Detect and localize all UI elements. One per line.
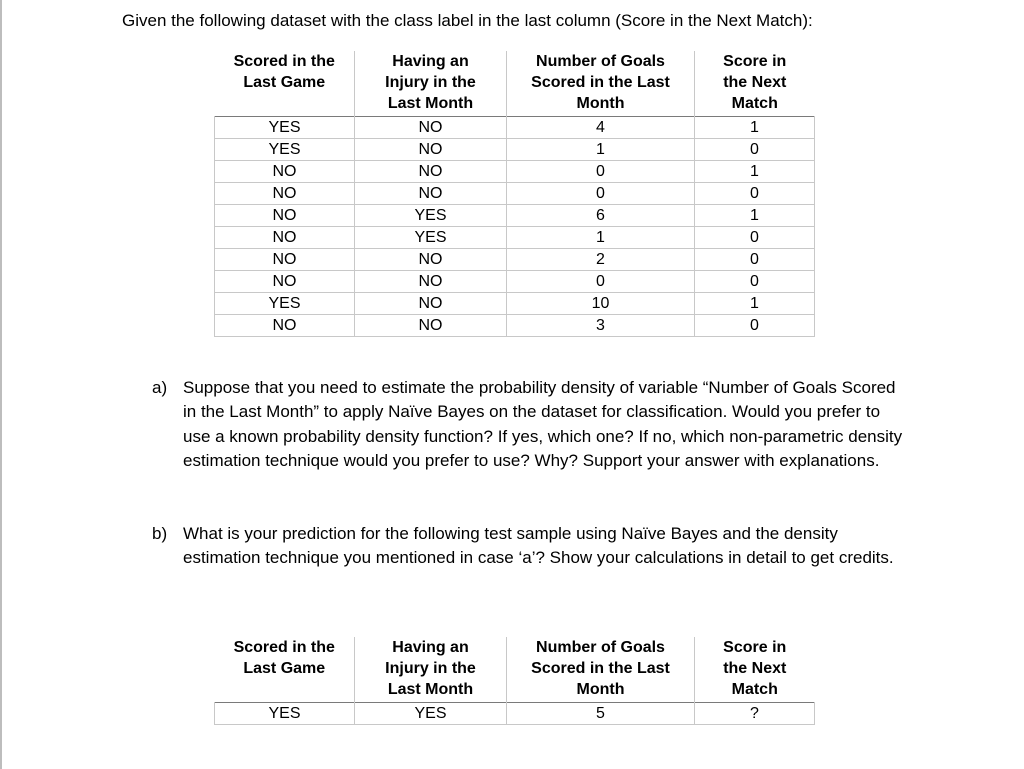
table-cell: 1 [507,227,695,249]
column-header-line: Month [576,681,625,698]
column-header-line: Last Month [387,681,474,698]
intro-text: Given the following dataset with the class label in the last column (Score in the Next Match): [122,11,813,30]
table-cell: NO [215,205,355,227]
table-row [215,117,815,139]
table-cell: YES [215,139,355,161]
table-cell: 0 [507,161,695,183]
table-cell: YES [215,703,355,725]
column-header-line: Scored in the Last [531,74,670,91]
table-cell: NO [215,249,355,271]
table-cell: 3 [507,315,695,337]
table-cell: NO [355,183,507,205]
table-cell: 0 [695,183,815,205]
table-row [215,183,815,205]
column-header-line: Score in [723,639,787,656]
column-header-line: the Next [723,660,787,677]
column-header-line: Scored in the Last [531,660,670,677]
column-header-line: Last Game [243,74,326,91]
table-cell: NO [215,183,355,205]
column-header-line: Last Month [387,95,474,112]
column-header [215,637,355,703]
test-sample-table [214,637,815,725]
column-header [215,51,355,117]
column-header [695,637,815,703]
table-cell: 2 [507,249,695,271]
column-header-line: Match [731,681,778,698]
table-cell: NO [355,271,507,293]
table-cell: 0 [507,183,695,205]
column-header [355,637,507,703]
table-cell: 0 [695,271,815,293]
table-cell: NO [215,161,355,183]
table-cell: NO [355,315,507,337]
table-cell: 1 [695,161,815,183]
table-cell: YES [355,227,507,249]
table-cell: YES [355,703,507,725]
table-cell: 0 [695,315,815,337]
column-header-line: Month [576,95,625,112]
table-cell: NO [355,293,507,315]
column-header-line: the Next [723,74,787,91]
table-row [215,271,815,293]
column-header [507,51,695,117]
table-cell: 0 [507,271,695,293]
table-row [215,205,815,227]
table-cell: YES [215,117,355,139]
question-a-text: Suppose that you need to estimate the probability density of variable “Number of Goals Scored in the Last Month” to apply Naïve Bayes on the dataset for classification. Would you prefer to use a known probability density function? If yes, which one? If no, which non-parametric density estimation technique would you prefer to use? Why? Support your answer with explanations. [183,378,903,471]
table-cell: NO [355,161,507,183]
table-cell: 4 [507,117,695,139]
table-cell: YES [355,205,507,227]
column-header [695,51,815,117]
table-cell: 10 [507,293,695,315]
table-cell: 0 [695,249,815,271]
column-header [507,637,695,703]
column-header-line: Having an [392,639,469,656]
table-row [215,293,815,315]
column-header-line: Injury in the [385,74,476,91]
table-cell: NO [355,249,507,271]
column-header-line: Score in [723,53,787,70]
table-row [215,249,815,271]
test-row [215,703,815,725]
table-cell: 1 [695,293,815,315]
table-cell: ? [695,703,815,725]
table-cell: NO [355,139,507,161]
column-header-line: Injury in the [385,660,476,677]
table-cell: NO [215,227,355,249]
table-cell: 0 [695,227,815,249]
dataset-table [214,51,815,337]
table-row [215,139,815,161]
column-header [355,51,507,117]
table-cell: NO [215,271,355,293]
column-header-line: Number of Goals [536,53,665,70]
table-cell: 1 [695,117,815,139]
table-cell: YES [215,293,355,315]
table-cell: 1 [507,139,695,161]
table-row [215,161,815,183]
question-b [152,522,912,571]
question-a [152,376,912,474]
column-header-line: Last Game [243,660,326,677]
column-header-line: Having an [392,53,469,70]
question-b-marker: b) [152,524,168,543]
table-cell: 5 [507,703,695,725]
dataset-body [215,117,815,337]
column-header-line: Number of Goals [536,639,665,656]
table-row [215,227,815,249]
column-header-line: Scored in the [233,53,335,70]
test-header-row [215,637,815,703]
table-cell: 6 [507,205,695,227]
table-cell: NO [215,315,355,337]
column-header-line: Scored in the [233,639,335,656]
table-cell: 1 [695,205,815,227]
table-cell: NO [355,117,507,139]
column-header-line: Match [731,95,778,112]
dataset-header-row [215,51,815,117]
page-border [0,0,2,769]
test-body [215,703,815,725]
table-row [215,315,815,337]
question-b-text: What is your prediction for the following test sample using Naïve Bayes and the density estimation technique you mentioned in case ‘a’? Show your calculations in detail to get credits. [183,524,894,568]
question-a-marker: a) [152,378,168,397]
table-cell: 0 [695,139,815,161]
